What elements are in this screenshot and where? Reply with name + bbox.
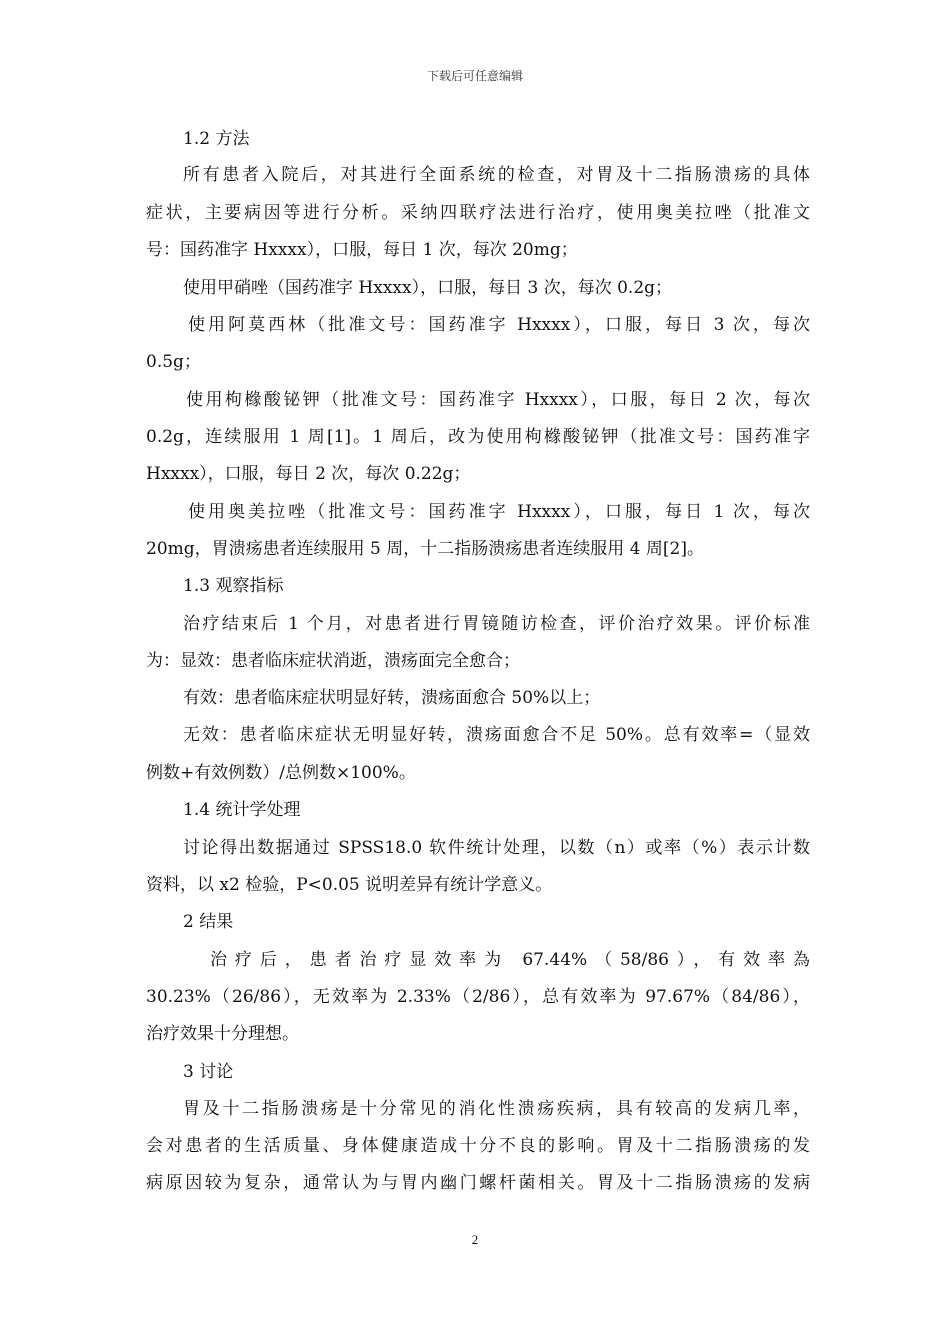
heading-discussion: 3 讨论 bbox=[183, 1062, 234, 1082]
paragraph-line: 有效：患者临床症状明显好转，溃疡面愈合 50%以上； bbox=[183, 688, 601, 708]
page-header: 下载后可任意编辑 bbox=[426, 69, 523, 83]
paragraph-line: 30.23%（26/86），无效率为 2.33%（2/86），总有效率为 97.67%（84/86）， bbox=[146, 987, 810, 1007]
paragraph-line: 病原因较为复杂，通常认为与胃内幽门螺杆菌相关。胃及十二指肠溃疡的发病 bbox=[146, 1173, 810, 1193]
heading-statistics: 1.4 统计学处理 bbox=[183, 800, 301, 820]
heading-observation: 1.3 观察指标 bbox=[183, 576, 284, 596]
page-number: 2 bbox=[471, 1232, 479, 1247]
paragraph-line: 治疗结束后 1 个月，对患者进行胃镜随访检查，评价治疗效果。评价标准 bbox=[183, 614, 810, 634]
paragraph-line: 讨论得出数据通过 SPSS18.0 软件统计处理，以数（n）或率（%）表示计数 bbox=[183, 838, 810, 858]
paragraph-line: 胃及十二指肠溃疡是十分常见的消化性溃疡疾病，具有较高的发病几率， bbox=[183, 1099, 810, 1119]
heading-methods: 1.2 方法 bbox=[183, 129, 250, 149]
paragraph-line: 使用枸橼酸铋钾（批准文号：国药准字 Hxxxx），口服，每日 2 次，每次 bbox=[186, 390, 810, 410]
paragraph-line: 治疗后，患者治疗显效率为 67.44%（58/86），有效率為 bbox=[210, 950, 810, 970]
paragraph-line: 资料，以 x2 检验，P<0.05 说明差异有统计学意义。 bbox=[146, 875, 553, 895]
paragraph-line: 治疗效果十分理想。 bbox=[146, 1024, 299, 1044]
paragraph-line: 所有患者入院后，对其进行全面系统的检查，对胃及十二指肠溃疡的具体 bbox=[183, 165, 810, 185]
paragraph-line: 无效：患者临床症状无明显好转，溃疡面愈合不足 50%。总有效率=（显效 bbox=[183, 725, 810, 745]
paragraph-line: 号：国药准字 Hxxxx），口服，每日 1 次，每次 20mg； bbox=[146, 240, 578, 260]
paragraph-line: 使用奥美拉唑（批准文号：国药准字 Hxxxx），口服，每日 1 次，每次 bbox=[188, 502, 810, 522]
paragraph-line: 例数+有效例数）/总例数×100%。 bbox=[146, 763, 416, 783]
paragraph-line: 20mg，胃溃疡患者连续服用 5 周，十二指肠溃疡患者连续服用 4 周[2]。 bbox=[146, 539, 704, 559]
paragraph-line: 0.5g； bbox=[146, 352, 201, 372]
heading-results: 2 结果 bbox=[183, 912, 234, 932]
paragraph-line: 使用甲硝唑（国药准字 Hxxxx），口服，每日 3 次，每次 0.2g； bbox=[183, 278, 673, 298]
paragraph-line: 为：显效：患者临床症状消逝，溃疡面完全愈合； bbox=[146, 651, 520, 671]
paragraph-line: Hxxxx），口服，每日 2 次，每次 0.22g； bbox=[146, 464, 471, 484]
paragraph-line: 会对患者的生活质量、身体健康造成十分不良的影响。胃及十二指肠溃疡的发 bbox=[146, 1136, 810, 1156]
paragraph-line: 使用阿莫西林（批准文号：国药准字 Hxxxx），口服，每日 3 次，每次 bbox=[188, 315, 810, 335]
paragraph-line: 症状，主要病因等进行分析。采纳四联疗法进行治疗，使用奥美拉唑（批准文 bbox=[146, 203, 810, 223]
paragraph-line: 0.2g，连续服用 1 周[1]。1 周后，改为使用枸橼酸铋钾（批准文号：国药准字 bbox=[146, 427, 810, 447]
